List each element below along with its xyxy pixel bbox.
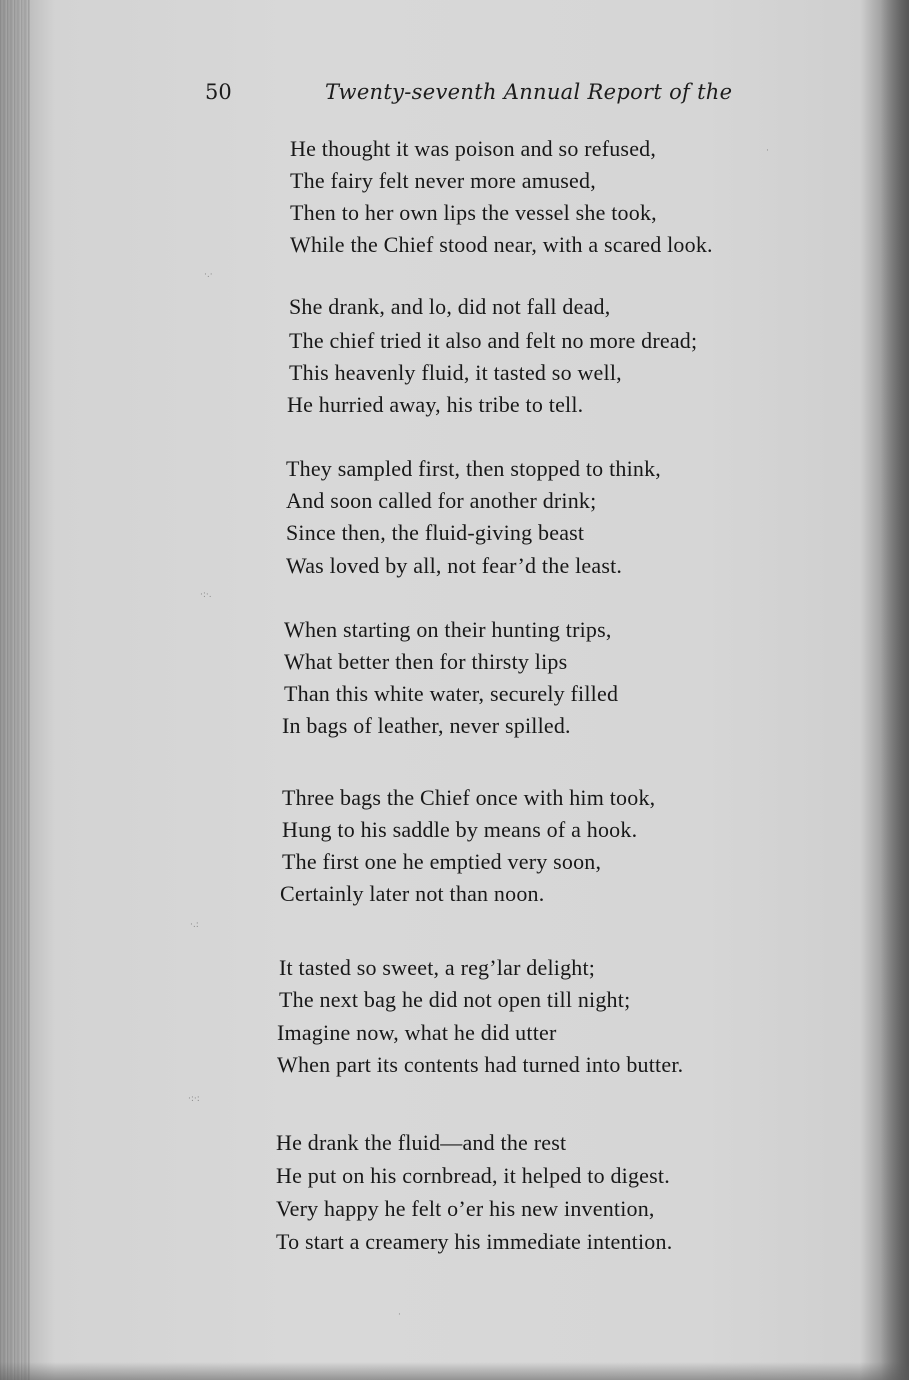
- poem-line: When starting on their hunting trips,: [284, 617, 612, 642]
- poem-line: In bags of leather, never spilled.: [282, 713, 571, 738]
- poem-line: Than this white water, securely filled: [284, 681, 619, 706]
- poem-line: Then to her own lips the vessel she took,: [290, 200, 657, 225]
- poem-line: When part its contents had turned into butter.: [277, 1052, 684, 1077]
- page-number: 50: [205, 80, 232, 104]
- poem-line: She drank, and lo, did not fall dead,: [289, 294, 611, 319]
- poem-line: Imagine now, what he did utter: [277, 1020, 557, 1045]
- poem-line: It tasted so sweet, a reg’lar delight;: [279, 955, 596, 980]
- scan-speck: ·:·:: [188, 1094, 200, 1104]
- poem-line: The next bag he did not open till night;: [279, 987, 631, 1012]
- poem-line: Hung to his saddle by means of a hook.: [282, 817, 638, 842]
- poem-line: He put on his cornbread, it helped to digest.: [276, 1163, 670, 1188]
- poem-line: He thought it was poison and so refused,: [290, 136, 657, 161]
- scan-speck: ·: [398, 1310, 401, 1320]
- poem-line: Since then, the fluid-giving beast: [286, 520, 585, 545]
- running-head: Twenty-seventh Annual Report of the: [325, 80, 733, 104]
- scan-speck: ·:·.: [200, 590, 212, 600]
- poem-line: Three bags the Chief once with him took,: [282, 785, 656, 810]
- poem-line: The chief tried it also and felt no more dread;: [289, 328, 698, 353]
- scan-speck: ·.·: [204, 270, 213, 280]
- poem-line: He drank the fluid—and the rest: [276, 1130, 567, 1155]
- page-binding-shadow: [0, 0, 30, 1380]
- scan-speck: ·.:: [190, 920, 199, 930]
- page-header: [205, 80, 735, 116]
- poem-line: What better then for thirsty lips: [284, 649, 568, 674]
- poem-line: They sampled first, then stopped to think,: [286, 456, 662, 481]
- poem-line: While the Chief stood near, with a scared look.: [290, 232, 713, 257]
- poem-line: Was loved by all, not fear’d the least.: [286, 553, 623, 578]
- poem-line: This heavenly fluid, it tasted so well,: [289, 360, 622, 385]
- poem-line: The first one he emptied very soon,: [282, 849, 602, 874]
- page-right-edge-shadow: [881, 0, 909, 1380]
- poem-line: To start a creamery his immediate intention.: [276, 1229, 673, 1254]
- scan-speck: ·: [766, 146, 769, 156]
- poem-line: And soon called for another drink;: [286, 488, 597, 513]
- page-bottom-edge-shadow: [0, 1362, 909, 1380]
- poem-line: Very happy he felt o’er his new invention,: [276, 1196, 655, 1221]
- poem-line: The fairy felt never more amused,: [290, 168, 596, 193]
- poem-line: He hurried away, his tribe to tell.: [287, 392, 584, 417]
- poem-line: Certainly later not than noon.: [280, 881, 545, 906]
